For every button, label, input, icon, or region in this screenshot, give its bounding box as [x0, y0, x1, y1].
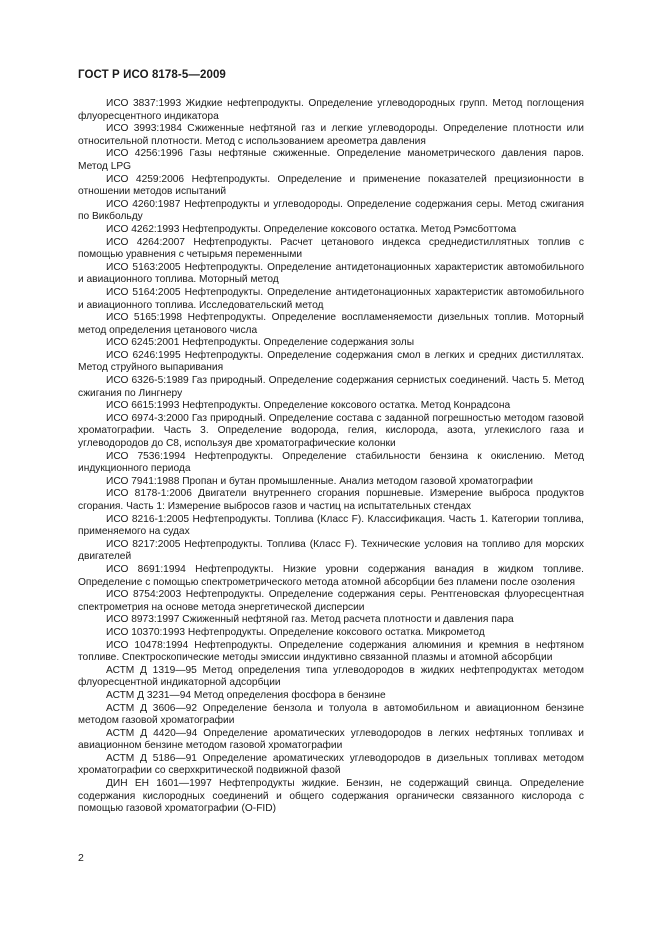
reference-entry: ИСО 4264:2007 Нефтепродукты. Расчет цетанового индекса среднедистиллятных топлив с помощью уравнения с четырьмя переменными — [78, 236, 584, 261]
reference-entry: ИСО 8754:2003 Нефтепродукты. Определение содержания серы. Рентгеновская флуоресцентная спектрометрия на основе метода энергетической дисперсии — [78, 589, 584, 613]
reference-entry: ИСО 4256:1996 Газы нефтяные сжиженные. Определение манометрического давления паров. Метод LPG — [78, 148, 584, 172]
reference-entry: ИСО 3837:1993 Жидкие нефтепродукты. Определение углеводородных групп. Метод поглощения флуоресцентного индикатора — [78, 98, 584, 122]
reference-entry: ИСО 5165:1998 Нефтепродукты. Определение воспламеняемости дизельных топлив. Моторный метод определения цетанового числа — [78, 312, 584, 336]
reference-list — [78, 98, 584, 816]
reference-entry: ИСО 8691:1994 Нефтепродукты. Низкие уровни содержания ванадия в жидком топливе. Определение с помощью спектрометрического метода атомной абсорбции без пламени после озоления — [78, 563, 584, 588]
reference-entry: ИСО 6245:2001 Нефтепродукты. Определение содержания золы — [106, 337, 415, 349]
reference-entry: ИСО 4259:2006 Нефтепродукты. Определение и применение показателей прецизионности в отношении методов испытаний — [78, 173, 584, 198]
reference-entry: АСТМ Д 5186—91 Определение ароматических углеводородов в дизельных топливах методом хроматографии со сверхкритической подвижной фазой — [78, 752, 584, 777]
reference-entry: ИСО 6974-3:2000 Газ природный. Определение состава с заданной погрешностью методом газовой хроматографии. Часть 3. Определение водорода, гелия, кислорода, азота, углекислого газа и углеводородов до С8, используя две хроматографические колонки — [78, 412, 584, 450]
reference-entry: ИСО 6615:1993 Нефтепродукты. Определение коксового остатка. Метод Конрадсона — [106, 400, 511, 412]
reference-entry: ИСО 8178-1:2006 Двигатели внутреннего сгорания поршневые. Измерение выброса продуктов сгорания. Часть 1: Измерение выбросов газов и частиц на испытательных стендах — [78, 488, 584, 512]
reference-entry: ДИН ЕН 1601—1997 Нефтепродукты жидкие. Бензин, не содержащий свинца. Определение содержания кислородных соединений и общего содержания органически связанного кислорода с помощью газовой хроматографии (O-FID) — [78, 778, 584, 815]
reference-entry: ИСО 4260:1987 Нефтепродукты и углеводороды. Определение содержания серы. Метод сжигания по Викбольду — [78, 198, 584, 223]
reference-entry: ИСО 7536:1994 Нефтепродукты. Определение стабильности бензина к окислению. Метод индукционного периода — [78, 450, 584, 475]
reference-entry: ИСО 6326-5:1989 Газ природный. Определение содержания сернистых соединений. Часть 5. Метод сжигания по Лингнеру — [78, 375, 584, 399]
document-header: ГОСТ Р ИСО 8178-5—2009 — [78, 69, 226, 81]
reference-entry: АСТМ Д 1319—95 Метод определения типа углеводородов в жидких нефтепродуктах методом флуоресцентной индикаторной адсорбции — [78, 664, 584, 689]
reference-entry: ИСО 10370:1993 Нефтепродукты. Определение коксового остатка. Микрометод — [106, 626, 485, 638]
reference-entry: АСТМ Д 3231—94 Метод определения фосфора в бензине — [106, 689, 386, 701]
reference-entry: ИСО 8216-1:2005 Нефтепродукты. Топлива (Класс F). Классификация. Часть 1. Категории топлива, применяемого на судах — [78, 513, 584, 538]
reference-entry: ИСО 7941:1988 Пропан и бутан промышленные. Анализ методом газовой хроматографии — [106, 475, 533, 487]
reference-entry: АСТМ Д 4420—94 Определение ароматических углеводородов в легких нефтяных топливах и авиационном бензине методом газовой хроматографии — [78, 727, 584, 752]
reference-entry: ИСО 10478:1994 Нефтепродукты. Определение содержания алюминия и кремния в нефтяном топливе. Спектроскопические методы эмиссии индуктивно связанной плазмы и атомной абсорбции — [78, 639, 584, 664]
reference-entry: ИСО 3993:1984 Сжиженные нефтяной газ и легкие углеводороды. Определение плотности или относительной плотности. Метод с использованием ареометра давления — [78, 123, 584, 147]
reference-entry: ИСО 8973:1997 Сжиженный нефтяной газ. Метод расчета плотности и давления пара — [106, 614, 514, 626]
reference-entry: ИСО 8217:2005 Нефтепродукты. Топлива (Класс F). Технические условия на топливо для морских двигателей — [78, 538, 584, 563]
reference-entry: ИСО 6246:1995 Нефтепродукты. Определение содержания смол в легких и средних дистиллятах. Метод струйного выпаривания — [78, 349, 584, 374]
reference-entry: ИСО 4262:1993 Нефтепродукты. Определение коксового остатка. Метод Рэмсботтома — [106, 223, 517, 235]
reference-entry: ИСО 5163:2005 Нефтепродукты. Определение антидетонационных характеристик автомобильного и авиационного топлива. Моторный метод — [78, 261, 584, 286]
reference-entry: ИСО 5164:2005 Нефтепродукты. Определение антидетонационных характеристик автомобильного и авиационного топлива. Исследовательский метод — [78, 286, 584, 311]
reference-entry: АСТМ Д 3606—92 Определение бензола и толуола в автомобильном и авиационном бензине методом газовой хроматографии — [78, 702, 584, 727]
page-number: 2 — [78, 852, 84, 864]
